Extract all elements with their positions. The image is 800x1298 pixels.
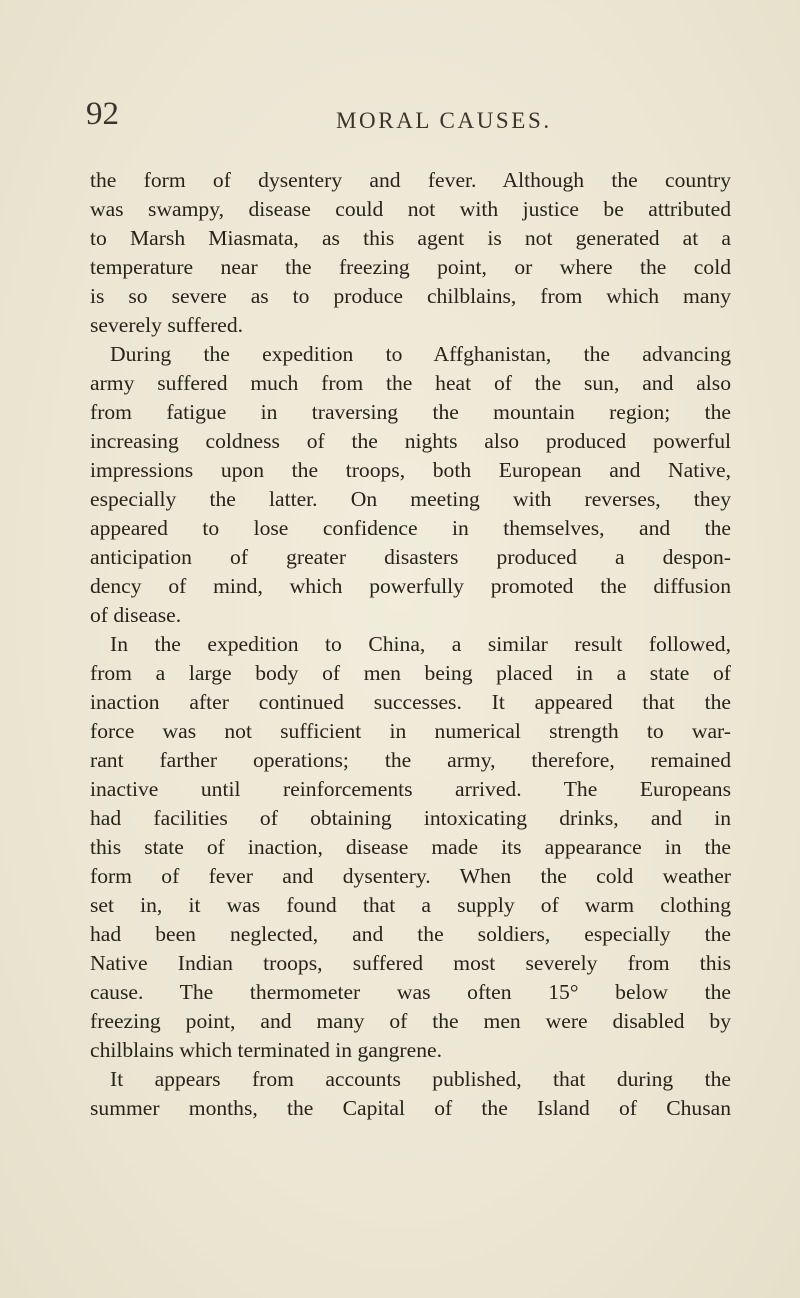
text-line: is so severe as to produce chilblains, from which many: [90, 284, 731, 308]
text-line: severely suffered.: [90, 313, 244, 337]
text-line: rant farther operations; the army, therefore, remained: [90, 748, 731, 772]
text-line: this state of inaction, disease made its appearance in the: [90, 835, 731, 859]
text-line: force was not sufficient in numerical strength to war-: [90, 719, 731, 743]
text-line: temperature near the freezing point, or where the cold: [90, 255, 731, 279]
text-line: Native Indian troops, suffered most severely from this: [90, 951, 731, 975]
text-line: chilblains which terminated in gangrene.: [90, 1038, 442, 1062]
text-line: inaction after continued successes. It appeared that the: [90, 690, 731, 714]
text-line: was swampy, disease could not with justice be attributed: [90, 197, 731, 221]
text-line: had been neglected, and the soldiers, especially the: [90, 922, 731, 946]
text-line: inactive until reinforcements arrived. The Europeans: [90, 777, 731, 801]
text-line: to Marsh Miasmata, as this agent is not generated at a: [90, 226, 731, 250]
text-line: the form of dysentery and fever. Although the country: [90, 168, 731, 192]
page-number: 92: [86, 96, 119, 132]
text-line: from a large body of men being placed in a state of: [90, 661, 731, 685]
text-line: During the expedition to Affghanistan, the advancing: [110, 342, 731, 366]
text-line: summer months, the Capital of the Island of Chusan: [90, 1096, 731, 1120]
text-line: form of fever and dysentery. When the cold weather: [90, 864, 731, 888]
text-line: impressions upon the troops, both European and Native,: [90, 458, 731, 482]
text-line: freezing point, and many of the men were disabled by: [90, 1009, 731, 1033]
text-line: set in, it was found that a supply of warm clothing: [90, 893, 731, 917]
running-head: MORAL CAUSES.: [336, 108, 552, 133]
text-line: especially the latter. On meeting with reverses, they: [90, 487, 731, 511]
text-line: cause. The thermometer was often 15° below the: [90, 980, 731, 1004]
text-line: increasing coldness of the nights also produced powerful: [90, 429, 731, 453]
page-header: [86, 96, 736, 144]
text-line: dency of mind, which powerfully promoted the diffusion: [90, 574, 731, 598]
text-line: army suffered much from the heat of the sun, and also: [90, 371, 731, 395]
text-line: It appears from accounts published, that during the: [110, 1067, 731, 1091]
text-line: anticipation of greater disasters produced a despon-: [90, 545, 731, 569]
body-text: [90, 166, 731, 1123]
text-line: had facilities of obtaining intoxicating drinks, and in: [90, 806, 731, 830]
text-line: In the expedition to China, a similar result followed,: [110, 632, 731, 656]
text-line: of disease.: [90, 603, 182, 627]
text-line: from fatigue in traversing the mountain region; the: [90, 400, 731, 424]
text-line: appeared to lose confidence in themselves, and the: [90, 516, 731, 540]
